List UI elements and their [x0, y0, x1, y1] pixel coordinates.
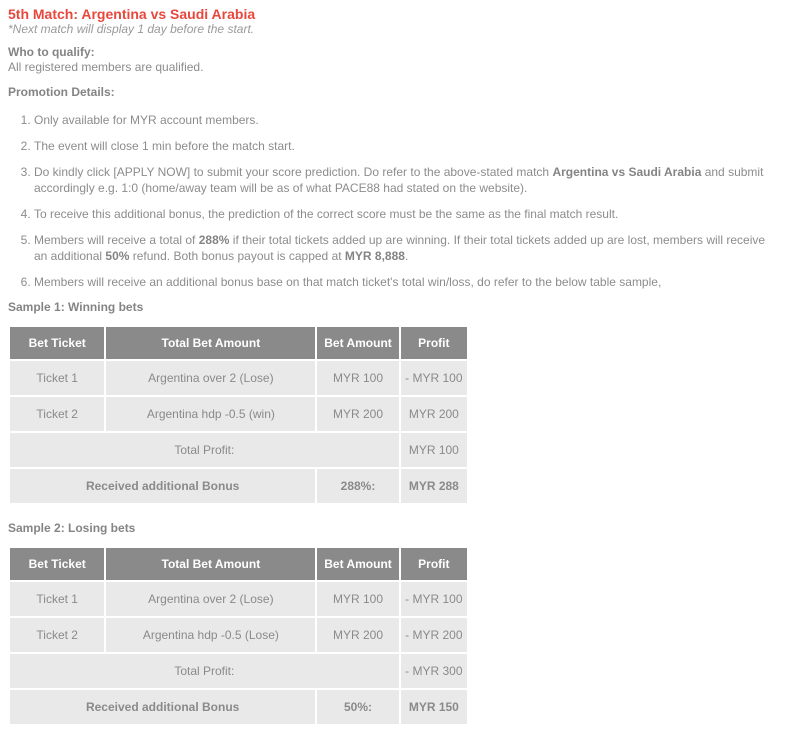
header-bet-amount: Bet Amount [317, 548, 398, 580]
cell-profit: - MYR 100 [401, 582, 467, 616]
table-header-row [10, 548, 467, 580]
table-header-row [10, 327, 467, 359]
cell-ticket: Ticket 1 [10, 361, 104, 395]
sample2-heading: Sample 2: Losing bets [8, 521, 136, 535]
promotion-item-1 [34, 112, 781, 128]
promotion-details-heading: Promotion Details: [8, 85, 115, 99]
total-profit-value: MYR 100 [401, 433, 467, 467]
cell-profit: - MYR 100 [401, 361, 467, 395]
promotion-item-5 [34, 232, 781, 264]
header-profit: Profit [401, 327, 467, 359]
bonus-value: MYR 150 [401, 690, 467, 724]
sample2-table [8, 546, 469, 726]
item-text: Do kindly click [APPLY NOW] to submit your score prediction. Do refer to the above-stated match [34, 165, 553, 179]
item-text-bold: MYR 8,888 [344, 249, 405, 263]
table-row [10, 618, 467, 652]
bonus-row [10, 690, 467, 724]
total-profit-row [10, 654, 467, 688]
sample1-heading: Sample 1: Winning bets [8, 300, 144, 314]
cell-ticket: Ticket 1 [10, 582, 104, 616]
qualify-heading: Who to qualify: [8, 45, 95, 59]
promotion-item-2 [34, 138, 781, 154]
item-text: if their total tickets added up are winning. If their total tickets added up are lost, members will receive an additional [34, 233, 766, 263]
item-text: Members will receive a total of [34, 233, 199, 247]
bonus-row [10, 469, 467, 503]
total-profit-label: Total Profit: [10, 433, 399, 467]
cell-bet-amount: MYR 200 [317, 397, 398, 431]
total-profit-label: Total Profit: [10, 654, 399, 688]
item-text: refund. Both bonus payout is capped at [129, 249, 345, 263]
cell-total-bet: Argentina over 2 (Lose) [106, 361, 315, 395]
next-match-note: *Next match will display 1 day before the start. [8, 22, 255, 36]
table-row [10, 361, 467, 395]
table-row [10, 397, 467, 431]
header-bet-ticket: Bet Ticket [10, 327, 104, 359]
item-text-bold: 288% [198, 233, 230, 247]
cell-bet-amount: MYR 100 [317, 582, 398, 616]
item-text: The event will close 1 min before the match start. [34, 139, 295, 153]
header-total-bet-amount: Total Bet Amount [106, 327, 315, 359]
bonus-value: MYR 288 [401, 469, 467, 503]
page-title: 5th Match: Argentina vs Saudi Arabia [8, 6, 256, 22]
cell-ticket: Ticket 2 [10, 618, 104, 652]
item-text-bold: 50% [105, 249, 130, 263]
sample1-table [8, 325, 469, 505]
cell-bet-amount: MYR 200 [317, 618, 398, 652]
promotion-item-3 [34, 164, 781, 196]
bonus-label: Received additional Bonus [10, 690, 315, 724]
header-total-bet-amount: Total Bet Amount [106, 548, 315, 580]
promotion-details-list [8, 112, 781, 290]
header-bet-ticket: Bet Ticket [10, 548, 104, 580]
cell-profit: - MYR 200 [401, 618, 467, 652]
promotion-item-4 [34, 206, 781, 222]
promotion-item-6 [34, 274, 781, 290]
cell-total-bet: Argentina hdp -0.5 (Lose) [106, 618, 315, 652]
qualify-text: All registered members are qualified. [8, 60, 204, 74]
item-text: Only available for MYR account members. [34, 113, 259, 127]
header-profit: Profit [401, 548, 467, 580]
item-text: To receive this additional bonus, the prediction of the correct score must be the same as the final match result. [34, 207, 619, 221]
item-text: . [404, 249, 409, 263]
bonus-label: Received additional Bonus [10, 469, 315, 503]
bonus-percent: 50%: [317, 690, 398, 724]
bonus-percent: 288%: [317, 469, 398, 503]
cell-ticket: Ticket 2 [10, 397, 104, 431]
item-text: and submit accordingly e.g. 1:0 (home/away team will be as of what PACE88 had stated on the website). [34, 165, 764, 195]
cell-bet-amount: MYR 100 [317, 361, 398, 395]
cell-profit: MYR 200 [401, 397, 467, 431]
table-row [10, 582, 467, 616]
cell-total-bet: Argentina hdp -0.5 (win) [106, 397, 315, 431]
header-bet-amount: Bet Amount [317, 327, 398, 359]
total-profit-row [10, 433, 467, 467]
total-profit-value: - MYR 300 [401, 654, 467, 688]
item-text: Members will receive an additional bonus base on that match ticket's total win/loss, do refer to the below table sample, [34, 275, 662, 289]
item-text-bold: Argentina vs Saudi Arabia [552, 165, 702, 179]
cell-total-bet: Argentina over 2 (Lose) [106, 582, 315, 616]
